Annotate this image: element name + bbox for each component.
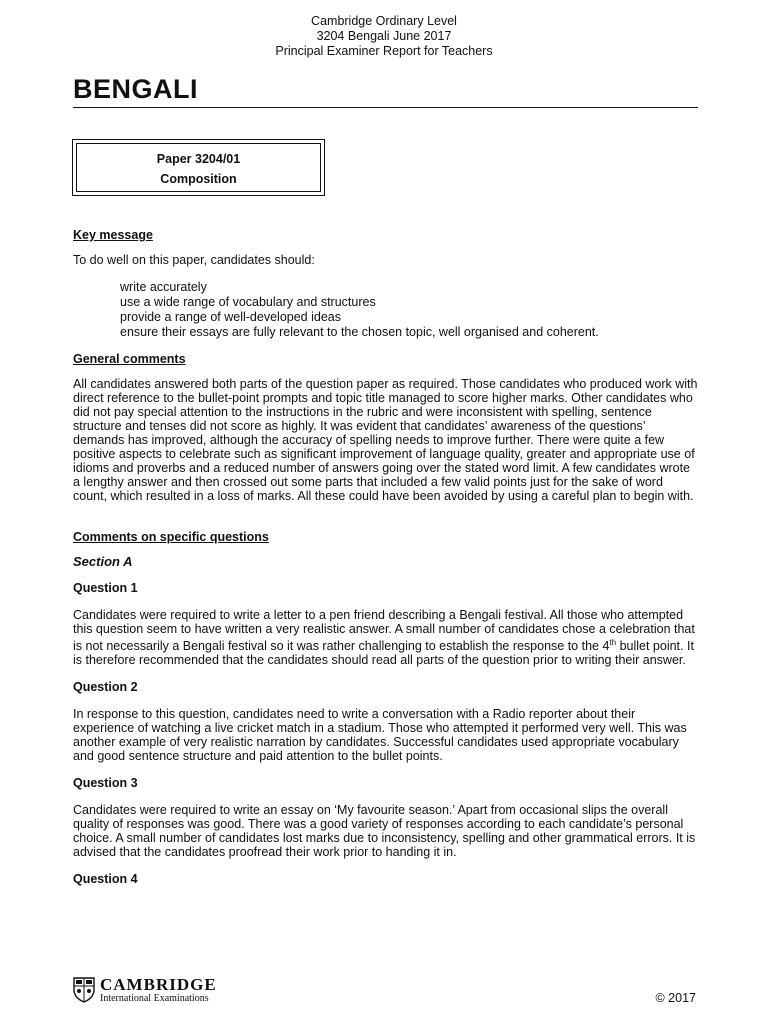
title-divider	[73, 107, 698, 108]
header-line-syllabus: 3204 Bengali June 2017	[316, 29, 452, 43]
page-title: BENGALI	[73, 74, 198, 104]
logo-main-text: CAMBRIDGE	[100, 975, 217, 994]
list-item: write accurately	[120, 280, 207, 294]
page-header	[0, 14, 768, 59]
key-message-intro: To do well on this paper, candidates should:	[73, 253, 315, 267]
header-line-report: Principal Examiner Report for Teachers	[275, 44, 493, 58]
paper-code: Paper 3204/01	[156, 152, 241, 166]
shield-crest-icon	[73, 977, 95, 1003]
ordinal-superscript: th	[609, 638, 617, 647]
header-line-qualification: Cambridge Ordinary Level	[311, 14, 457, 28]
list-item: ensure their essays are fully relevant to the chosen topic, well organised and coherent.	[120, 325, 599, 339]
spacer	[73, 516, 698, 530]
specific-comments-heading: Comments on specific questions	[73, 530, 269, 544]
question-1-text-a: Candidates were required to write a letter to a pen friend describing a Bengali festival. All those who attempted this question seem to have written a very realistic answer. A small number of candidates chose a celebration that is not necessarily a Bengali festival so it was rather challenging to establish the response to the 4	[73, 608, 695, 654]
report-body	[73, 228, 698, 899]
key-message-list	[73, 280, 698, 340]
copyright: © 2017	[655, 991, 696, 1005]
general-comments-body: All candidates answered both parts of the question paper as required. Those candidates who produced work with direct reference to the bullet-point prompts and topic title managed to score higher marks. Other candidates who did not pay special attention to the instructions in the rubric and were inconsistent with spelling, sentence structure and tenses did not score as highly. It was evident that candidates’ awareness of the questions’ demands has improved, although the accuracy of spelling needs to improve further. There were quite a few positive aspects to celebrate such as significant improvement of language quality, greater and appropriate use of idioms and proverbs and a reduced number of answers going over the stated word limit. A few candidates wrote a lengthy answer and then crossed out some parts that included a few valid points just for the sake of word count, which resulted in a loss of marks. All these could have been avoided by using a careful plan to begin with.	[73, 377, 698, 503]
paper-box	[72, 139, 325, 196]
list-item: provide a range of well-developed ideas	[120, 310, 341, 324]
paper-name: Composition	[160, 172, 237, 186]
logo-sub-text: International Examinations	[100, 993, 209, 1004]
logo-wordmark	[100, 976, 217, 1004]
question-1-body	[73, 608, 698, 667]
general-comments-heading: General comments	[73, 352, 186, 366]
question-3-heading: Question 3	[73, 776, 138, 791]
question-1-text-b: bullet point. It is therefore recommended that the candidates should read all parts of the question prior to writing their answer.	[73, 639, 694, 668]
key-message-heading: Key message	[73, 228, 153, 242]
question-1-heading: Question 1	[73, 581, 138, 595]
cambridge-logo	[73, 976, 217, 1004]
question-2-heading: Question 2	[73, 680, 138, 695]
section-heading: Section A	[73, 554, 133, 569]
question-2-body: In response to this question, candidates need to write a conversation with a Radio reporter about their experience of watching a live cricket match in a stadium. Those who attempted it performed very well. This was another example of very realistic narration by candidates. Successful candidates used appropriate vocabulary and good sentence structure and paid attention to the bullet points.	[73, 707, 687, 764]
list-item: use a wide range of vocabulary and structures	[120, 295, 376, 309]
question-4-heading: Question 4	[73, 872, 138, 887]
question-3-body: Candidates were required to write an essay on ‘My favourite season.’ Apart from occasional slips the overall quality of responses was good. There was a good variety of responses according to each candidate’s personal choice. A small number of candidates lost marks due to inconsistency, spelling and other grammatical errors. It is advised that the candidates proofread their work prior to handing it in.	[73, 803, 696, 860]
